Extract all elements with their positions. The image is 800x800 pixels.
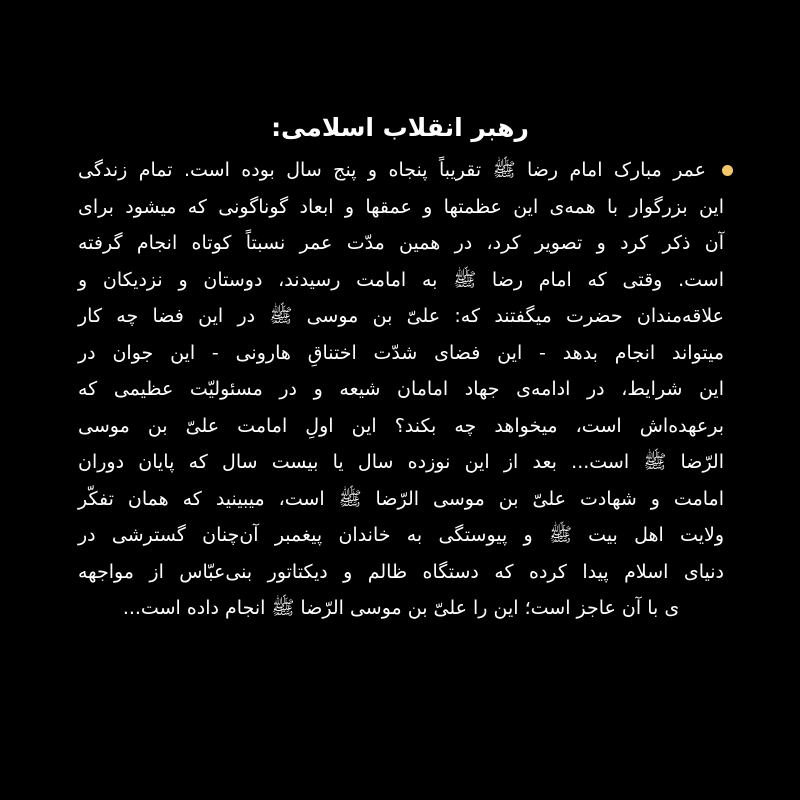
paragraph-line: دنیای اسلام پیدا کرده که دستگاه ظالم و دیکتاتور بنی‌عبّاس از مواجهه [78,560,724,583]
paragraph-line: برعهده‌اش است، میخواهد چه بکند؟ این اولِ امامت علیّ بن موسی [78,414,724,437]
paragraph-line: عمر مبارک امام رضا ﷺ تقریباً پنجاه و پنج سال بوده است. تمام زندگی [78,159,706,181]
paragraph-line: الرّضا ﷺ است... بعد از این نوزده سال یا بیست سال که پایان دوران [78,451,724,473]
page-title: رهبر انقلاب اسلامی: [271,113,529,142]
paragraph-line: میتواند انجام بدهد - این فضای شدّت اختناقِ هارونی - این جوان در [78,341,724,364]
paragraph-line: آن ذکر کرد و تصویر کرد، در همین مدّت عمر نسبتاً کوتاه انجام گرفته [78,232,724,254]
paragraph-line: این بزرگوار با همه‌ی این عظمتها و عمقها و ابعاد گوناگونی که میشود برای [78,195,724,218]
paragraph-line: علاقه‌مندان حضرت میگفتند که: علیّ بن موسی ﷺ در این فضا چه کار [78,305,724,327]
quote-paragraph [78,152,724,627]
paragraph-line: این شرایط، در ادامه‌ی جهاد امامان شیعه و در مسئولیّت عظیمی که [78,378,724,400]
paragraph-line: امامت و شهادت علیّ بن موسی الرّضا ﷺ است، میبینید که همان تفکّر [78,487,724,510]
paragraph-line: ولایت اهل بیت ﷺ و پیوستگی به خاندان پیغمبر آن‌چنان گسترشی در [78,524,724,546]
paragraph-line: ی با آن عاجز است؛ این را علیّ بن موسی الرّضا ﷺ انجام داده است... [122,597,680,619]
paragraph-line: است. وقتی که امام رضا ﷺ به امامت رسیدند، دوستان و نزدیکان و [78,268,724,291]
